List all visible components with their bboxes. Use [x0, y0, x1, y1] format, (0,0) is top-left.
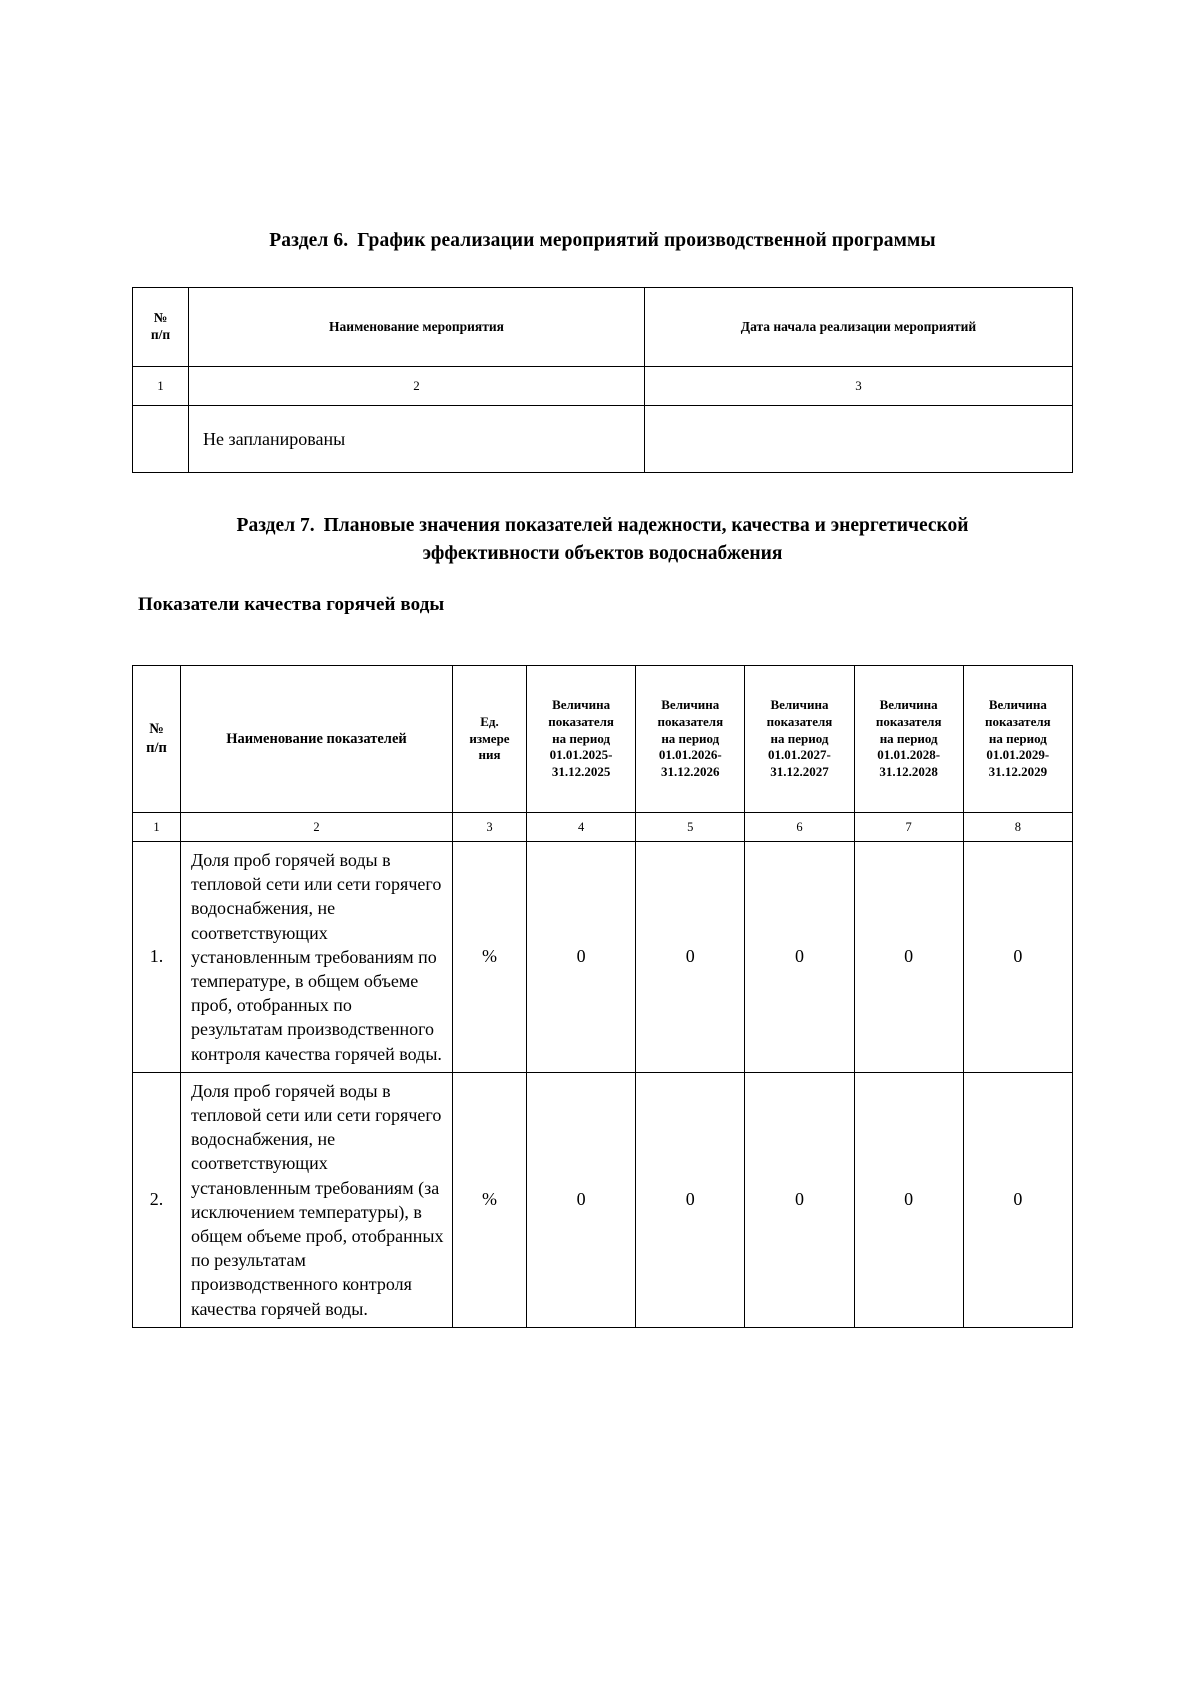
period-header-line1: Величина [988, 696, 1047, 712]
column-header-unit-line3: ния [478, 747, 501, 763]
period-header-line2: показателя [657, 713, 724, 729]
period-header-line1: Величина [879, 696, 938, 712]
cell-value-2029: 0 [963, 1072, 1072, 1327]
cell-value-2027: 0 [745, 842, 854, 1073]
period-header-line1: Величина [770, 696, 829, 712]
cell-unit: % [453, 1072, 527, 1327]
table-row [133, 406, 1073, 473]
section-7-title-line1: Плановые значения показателей надежности, качества и энергетической [323, 515, 969, 536]
period-header-line1: Величина [552, 696, 611, 712]
column-number-3: 3 [453, 813, 527, 842]
column-number-4: 4 [527, 813, 636, 842]
column-number-8: 8 [963, 813, 1072, 842]
table-row-header [133, 288, 1073, 367]
section-7-number: Раздел 7. [236, 515, 315, 536]
cell-indicator-name: Доля проб горячей воды в тепловой сети или сети горячего водоснабжения, не соответствующих установленным требованиям (за исключением температуры), в общем объеме проб, отобранных по результатам производственного контроля качества горячей воды. [181, 1072, 453, 1327]
period-end-2028: 31.12.2028 [879, 764, 938, 780]
cell-value-2026: 0 [636, 1072, 745, 1327]
subtitle-hot-water-quality: Показатели качества горячей воды [138, 594, 445, 615]
cell-row-number: 2. [133, 1072, 181, 1327]
column-number-5: 5 [636, 813, 745, 842]
section-6-number: Раздел 6. [269, 230, 349, 251]
column-number-2: 2 [181, 813, 453, 842]
column-header-number [133, 666, 181, 813]
period-start-2029: 01.01.2029- [986, 747, 1050, 763]
table-row [133, 1072, 1073, 1327]
column-header-unit-line2: измере [469, 730, 510, 746]
period-end-2026: 31.12.2026 [661, 764, 720, 780]
period-start-2025: 01.01.2025- [549, 747, 613, 763]
section-6-title-text: График реализации мероприятий производственной программы [357, 230, 936, 251]
table-row-column-numbers [133, 813, 1073, 842]
column-header-unit-line1: Ед. [480, 713, 499, 729]
column-number-3: 3 [645, 367, 1073, 406]
section-7-heading [130, 512, 1075, 567]
cell-value-2028: 0 [854, 1072, 963, 1327]
column-number-2: 2 [189, 367, 645, 406]
column-header-indicator-name: Наименование показателей [181, 666, 453, 813]
period-header-line3: на период [879, 730, 938, 746]
column-header-number-line2: п/п [146, 740, 167, 756]
cell-start-date [645, 406, 1073, 473]
table-row-header [133, 666, 1073, 813]
cell-row-number [133, 406, 189, 473]
column-header-period-2029 [963, 666, 1072, 813]
cell-value-2026: 0 [636, 842, 745, 1073]
column-header-period-2025 [527, 666, 636, 813]
period-header-line2: показателя [875, 713, 942, 729]
period-start-2026: 01.01.2026- [658, 747, 722, 763]
column-header-number-line1: № [153, 310, 168, 326]
cell-measure-name: Не запланированы [189, 406, 645, 473]
period-start-2028: 01.01.2028- [877, 747, 941, 763]
column-number-1: 1 [133, 367, 189, 406]
section-7-title-line2: эффективности объектов водоснабжения [422, 542, 783, 564]
cell-unit: % [453, 842, 527, 1073]
cell-value-2029: 0 [963, 842, 1072, 1073]
period-end-2025: 31.12.2025 [551, 764, 611, 780]
period-start-2027: 01.01.2027- [768, 747, 831, 763]
period-end-2029: 31.12.2029 [988, 764, 1048, 780]
table-row [133, 842, 1073, 1073]
column-number-6: 6 [745, 813, 854, 842]
column-header-measure-name: Наименование мероприятия [189, 288, 645, 367]
cell-value-2028: 0 [854, 842, 963, 1073]
section-6-heading [130, 228, 1075, 254]
period-end-2027: 31.12.2027 [770, 764, 829, 780]
period-header-line2: показателя [985, 713, 1051, 729]
period-header-line2: показателя [548, 713, 614, 729]
column-header-period-2026 [636, 666, 745, 813]
period-header-line2: показателя [766, 713, 833, 729]
cell-value-2025: 0 [527, 1072, 636, 1327]
column-header-unit [453, 666, 527, 813]
cell-indicator-name: Доля проб горячей воды в тепловой сети или сети горячего водоснабжения, не соответствующих установленным требованиям по температуре, в общем объеме проб, отобранных по результатам производственного контроля качества горячей воды. [181, 842, 453, 1073]
column-number-1: 1 [133, 813, 181, 842]
column-header-period-2028 [854, 666, 963, 813]
indicators-table [132, 665, 1073, 1328]
period-header-line3: на период [552, 730, 611, 746]
period-header-line3: на период [770, 730, 829, 746]
cell-value-2027: 0 [745, 1072, 854, 1327]
cell-row-number: 1. [133, 842, 181, 1073]
column-header-period-2027 [745, 666, 854, 813]
column-header-number-line1: № [149, 721, 164, 738]
column-number-7: 7 [854, 813, 963, 842]
column-header-number [133, 288, 189, 367]
table-row-column-numbers [133, 367, 1073, 406]
column-header-number-line2: п/п [150, 327, 171, 342]
period-header-line1: Величина [661, 696, 720, 712]
period-header-line3: на период [661, 730, 720, 746]
cell-value-2025: 0 [527, 842, 636, 1073]
period-header-line3: на период [988, 730, 1047, 746]
schedule-table [132, 287, 1073, 473]
column-header-start-date: Дата начала реализации мероприятий [645, 288, 1073, 367]
